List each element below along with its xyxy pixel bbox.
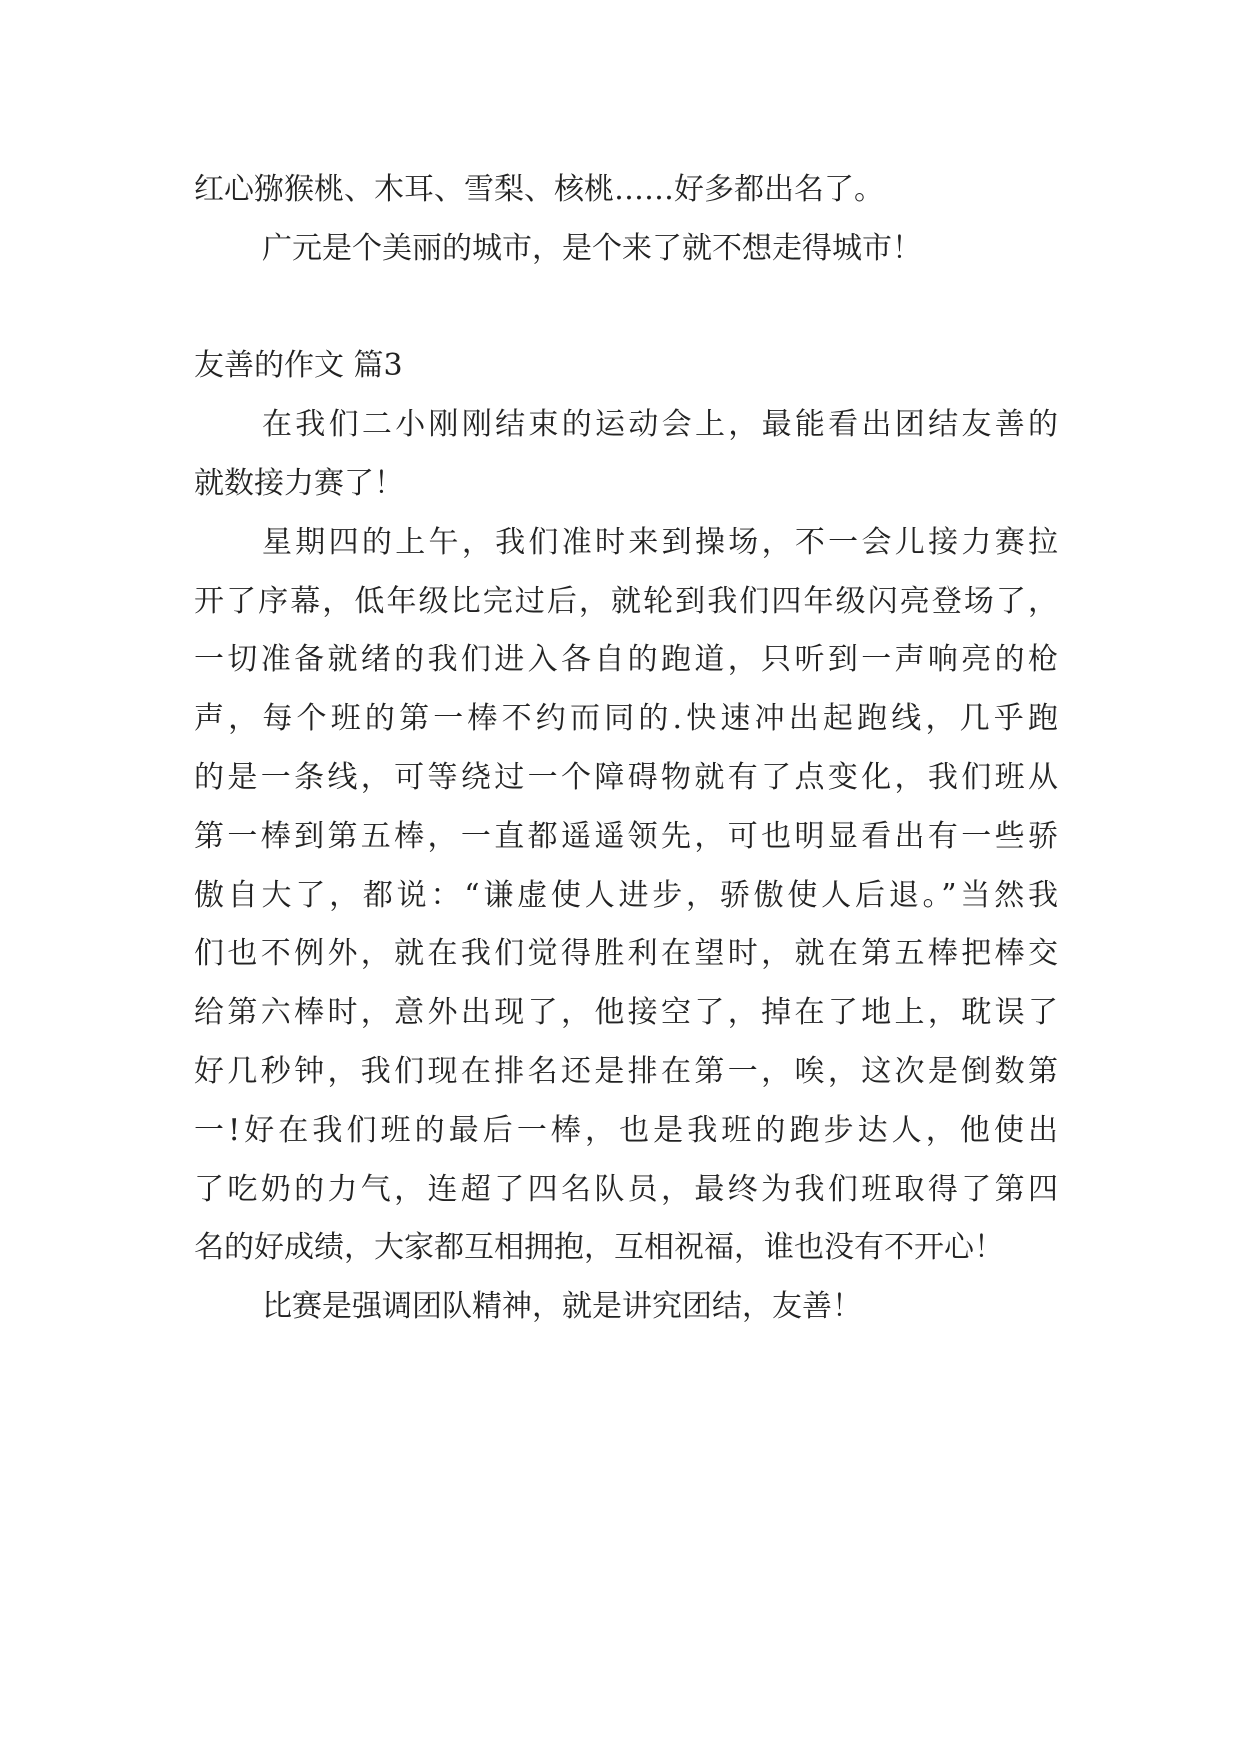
text-line: 好几秒钟，我们现在排名还是排在第一，唉，这次是倒数第 — [194, 1053, 1058, 1089]
text-line: 在我们二小刚刚结束的运动会上，最能看出团结友善的 — [262, 407, 1058, 443]
text-line: 的是一条线，可等绕过一个障碍物就有了点变化，我们班从 — [194, 759, 1058, 795]
text-line: 红心猕猴桃、木耳、雪梨、核桃……好多都出名了。 — [194, 172, 884, 207]
page-body — [194, 161, 1058, 1337]
blank-line — [194, 279, 1058, 338]
paragraph — [194, 1278, 1058, 1337]
paragraph — [194, 396, 1058, 514]
text-line: 一!好在我们班的最后一棒，也是我班的跑步达人，他使出 — [194, 1112, 1058, 1148]
text-line: 星期四的上午，我们准时来到操场，不一会儿接力赛拉 — [262, 524, 1058, 560]
text-line: 开了序幕，低年级比完过后，就轮到我们四年级闪亮登场了， — [194, 583, 1058, 619]
text-line: 就数接力赛了！ — [194, 465, 404, 501]
paragraph — [194, 514, 1058, 1278]
text-line: 声，每个班的第一棒不约而同的.快速冲出起跑线，几乎跑 — [194, 701, 1058, 737]
text-line: 第一棒到第五棒，一直都遥遥领先，可也明显看出有一些骄 — [194, 818, 1058, 854]
paragraph — [194, 220, 1058, 279]
text-line: 名的好成绩，大家都互相拥抱，互相祝福，谁也没有不开心！ — [194, 1230, 1004, 1266]
paragraph — [194, 161, 1058, 220]
text-line: 广元是个美丽的城市，是个来了就不想走得城市！ — [262, 230, 922, 266]
text-line: 一切准备就绪的我们进入各自的跑道，只听到一声响亮的枪 — [194, 642, 1058, 678]
essay-title: 友善的作文 篇3 — [194, 348, 403, 384]
text-line: 们也不例外，就在我们觉得胜利在望时，就在第五棒把棒交 — [194, 936, 1058, 972]
text-line: 了吃奶的力气，连超了四名队员，最终为我们班取得了第四 — [194, 1171, 1058, 1207]
text-line: 给第六棒时，意外出现了，他接空了，掉在了地上，耽误了 — [194, 995, 1058, 1031]
text-line: 比赛是强调团队精神，就是讲究团结，友善！ — [262, 1289, 862, 1325]
text-line: 傲自大了，都说：“谦虚使人进步，骄傲使人后退。”当然我 — [194, 877, 1058, 913]
